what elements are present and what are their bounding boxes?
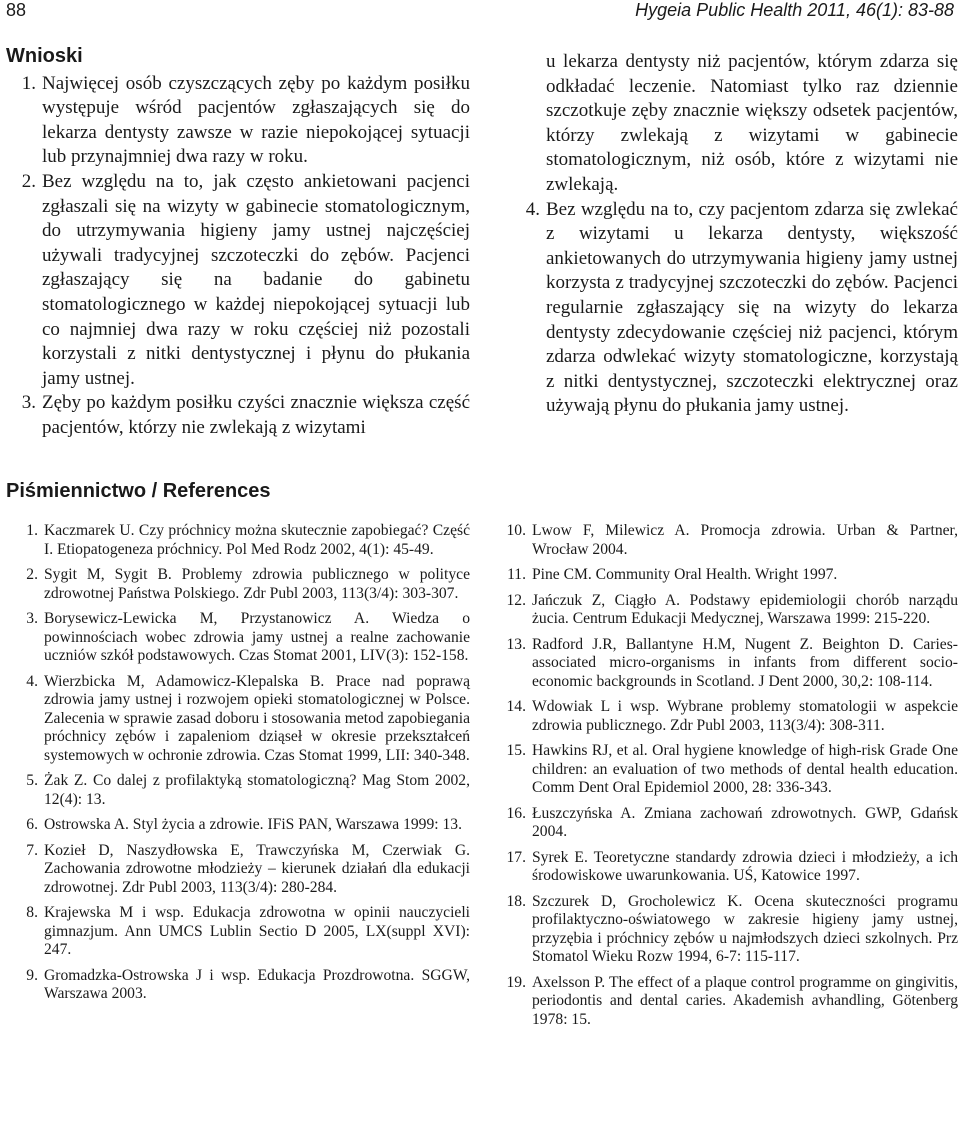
reference-item — [6, 816, 470, 835]
reference-item — [496, 805, 958, 842]
reference-number: 8. — [26, 904, 38, 921]
conclusion-text: Bez względu na to, jak często ankietowani pacjenci zgłaszali się na wizyty w gabinecie stomatologicznym, do utrzymywania higieny jamy ustnej najczęściej używali tradycyjnej szczoteczki do zębów. Pacjenci zgłaszający się na badanie do gabinetu stomatologicznego w każdej niepokojącej sytuacji lub co najmniej dwa razy w roku częściej niż pozostali korzystali z nitki dentystycznej i płynu do płukania jamy ustnej. — [42, 170, 470, 389]
reference-item — [496, 849, 958, 886]
reference-item — [6, 967, 470, 1004]
reference-text: Axelsson P. The effect of a plaque control programme on gingivitis, periodontis and dental caries. Akademish avhandling, Götenberg 1978: 15. — [532, 973, 958, 1028]
reference-number: 14. — [506, 698, 526, 715]
reference-item — [496, 566, 958, 585]
conclusion-continuation-text: u lekarza dentysty niż pacjentów, którym zdarza się odkładać leczenie. Natomiast tylko raz dziennie szczotkuje zęby znacznie większy odsetek pacjentów, którzy zwlekają z wizytami w gabinecie stomatologicznym, niż osób, które z wizytami nie zwlekają. — [546, 51, 958, 195]
conclusion-item — [6, 72, 470, 170]
reference-number: 3. — [26, 610, 38, 627]
references-left-column — [6, 522, 470, 1011]
reference-item — [6, 522, 470, 559]
reference-number: 11. — [507, 566, 526, 583]
reference-text: Sygit M, Sygit B. Problemy zdrowia publicznego w polityce zdrowotnej Państwa Polskiego. Zdr Publ 2003, 113(3/4): 303-307. — [44, 566, 470, 602]
reference-number: 1. — [26, 522, 38, 539]
conclusion-text: Bez względu na to, czy pacjentom zdarza się zwlekać z wizytami u lekarza dentysty, większość ankietowanych do utrzymywania higieny jamy ustnej korzysta z tradycyjnej szczoteczki do zębów. Pacjenci regularnie zgłaszający się na wizyty do lekarza dentysty zdecydowanie częściej niż pacjenci, którym zdarza odwlekać wizyty stomatologiczne, korzystają z nitki dentystycznej, szczoteczki elektrycznej oraz używają płynu do płukania jamy ustnej. — [546, 198, 958, 417]
reference-text: Lwow F, Milewicz A. Promocja zdrowia. Urban & Partner, Wrocław 2004. — [532, 522, 958, 558]
reference-number: 15. — [506, 742, 526, 759]
reference-number: 17. — [506, 848, 526, 866]
reference-item — [496, 893, 958, 967]
page-header — [0, 0, 960, 28]
reference-number: 9. — [26, 966, 38, 984]
reference-text: Krajewska M i wsp. Edukacja zdrowotna w opinii nauczycieli gimnazjum. Ann UMCS Lublin Sectio D 2005, LX(suppl XVI): 247. — [44, 904, 470, 958]
conclusion-number: 4. — [525, 198, 540, 220]
conclusion-number: 3. — [21, 392, 36, 414]
reference-number: 13. — [506, 635, 526, 653]
reference-item — [6, 673, 470, 766]
reference-number: 12. — [506, 591, 526, 609]
reference-text: Wierzbicka M, Adamowicz-Klepalska B. Prace nad poprawą zdrowia jamy ustnej i rozwojem opieki stomatologicznej w Polsce. Zalecenia w sprawie zasad doboru i stosowania metod zapobiegania próchnicy zębów i zapaleniom dziąseł w okresie przekształceń systemowych w ochronie zdrowia. Czas Stomat 1999, LII: 340-348. — [44, 672, 470, 764]
conclusion-text: Zęby po każdym posiłku czyści znacznie większa część pacjentów, którzy nie zwlekają z wizytami — [42, 392, 470, 438]
reference-text: Gromadzka-Ostrowska J i wsp. Edukacja Prozdrowotna. SGGW, Warszawa 2003. — [44, 966, 470, 1002]
reference-item — [6, 566, 470, 603]
reference-text: Łuszczyńska A. Zmiana zachowań zdrowotnych. GWP, Gdańsk 2004. — [532, 804, 958, 840]
page-number: 88 — [6, 0, 27, 20]
reference-item — [496, 636, 958, 692]
reference-text: Jańczuk Z, Ciągło A. Podstawy epidemiologii chorób narządu żucia. Centrum Edukacji Medycznej, Warszawa 1999: 215-220. — [532, 591, 958, 627]
reference-number: 19. — [506, 973, 526, 991]
reference-item — [6, 904, 470, 960]
reference-text: Żak Z. Co dalej z profilaktyką stomatologiczną? Mag Stom 2002, 12(4): 13. — [44, 772, 470, 808]
conclusion-continuation — [510, 50, 958, 198]
reference-text: Kaczmarek U. Czy próchnicy można skutecznie zapobiegać? Część I. Etiopatogeneza próchnicy. Pol Med Rodz 2002, 4(1): 45-49. — [44, 522, 470, 558]
reference-text: Pine CM. Community Oral Health. Wright 1997. — [532, 566, 838, 583]
reference-text: Wdowiak L i wsp. Wybrane problemy stomatologii w aspekcie zdrowia publicznego. Zdr Publ 2003, 113(3/4): 308-311. — [532, 698, 958, 734]
conclusions-title: Wnioski — [6, 45, 83, 67]
reference-item — [6, 772, 470, 809]
conclusion-number: 2. — [21, 170, 36, 192]
reference-text: Szczurek D, Grocholewicz K. Ocena skuteczności programu profilaktyczno-oświatowego w zakresie higieny jamy ustnej, przyzębia i próchnicy zębów u najmłodszych dzieci szkolnych. Prz Stomatol Wieku Rozw 1994, 6-7: 115-117. — [532, 892, 958, 965]
reference-item — [496, 698, 958, 735]
conclusion-item — [510, 198, 958, 419]
reference-item — [6, 842, 470, 898]
conclusion-text: Najwięcej osób czyszczących zęby po każdym posiłku występuje wśród pacjentów zgłaszających się do lekarza dentysty zawsze w razie niepokojącej sytuacji lub przynajmniej dwa razy w roku. — [42, 72, 470, 168]
reference-item — [496, 974, 958, 1030]
conclusions-left-column — [6, 44, 470, 441]
reference-number: 16. — [506, 804, 526, 822]
reference-number: 5. — [26, 772, 38, 789]
reference-number: 2. — [26, 566, 38, 583]
reference-item — [496, 742, 958, 798]
reference-number: 6. — [26, 816, 38, 833]
conclusions-right-column — [510, 50, 958, 419]
reference-number: 7. — [26, 841, 38, 859]
reference-number: 10. — [506, 522, 526, 539]
reference-item — [6, 610, 470, 666]
reference-text: Syrek E. Teoretyczne standardy zdrowia dzieci i młodzieży, a ich środowiskowe uwarunkowania. UŚ, Katowice 1997. — [532, 848, 958, 884]
reference-text: Kozieł D, Naszydłowska E, Trawczyńska M, Czerwiak G. Zachowania zdrowotne młodzieży – kierunek działań dla edukacji zdrowotnej. Zdr Publ 2003, 113(3/4): 280-284. — [44, 841, 470, 896]
conclusion-item — [6, 391, 470, 440]
reference-text: Ostrowska A. Styl życia a zdrowie. IFiS PAN, Warszawa 1999: 13. — [44, 816, 462, 833]
conclusion-item — [6, 170, 470, 391]
reference-item — [496, 592, 958, 629]
reference-text: Radford J.R, Ballantyne H.M, Nugent Z. Beighton D. Caries-associated micro-organisms in infants from different socio-economic backgrounds in Scotland. J Dent 2000, 30,2: 108-114. — [532, 635, 958, 690]
reference-number: 4. — [26, 672, 38, 690]
reference-text: Hawkins RJ, et al. Oral hygiene knowledge of high-risk Grade One children: an evaluation of two methods of dental health education. Comm Dent Oral Epidemiol 2000, 28: 336-343. — [532, 742, 958, 796]
reference-number: 18. — [506, 892, 526, 910]
references-title: Piśmiennictwo / References — [6, 480, 271, 502]
journal-citation: Hygeia Public Health 2011, 46(1): 83-88 — [635, 0, 954, 20]
conclusion-number: 1. — [21, 72, 36, 94]
reference-text: Borysewicz-Lewicka M, Przystanowicz A. Wiedza o powinnościach wobec zdrowia jamy ustnej a realne zachowanie uczniów szkół podstawowych. Czas Stomat 2001, LIV(3): 152-158. — [44, 610, 470, 664]
reference-item — [496, 522, 958, 559]
references-right-column — [496, 522, 958, 1036]
